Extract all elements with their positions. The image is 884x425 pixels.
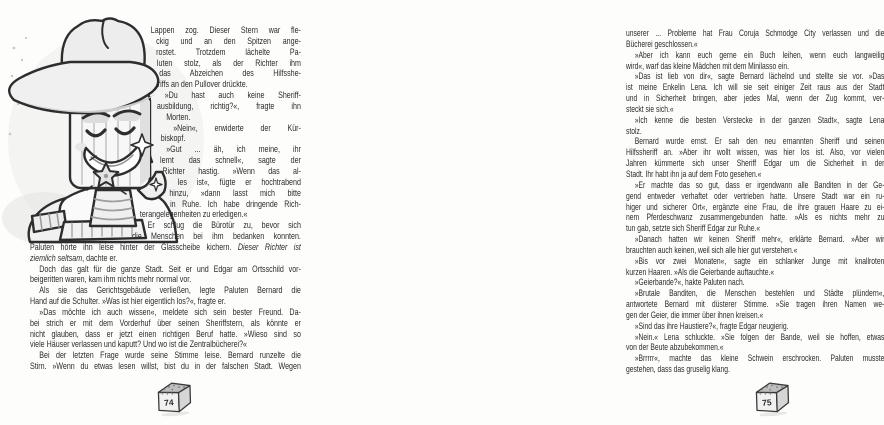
text-line: Er schlug die Bürotür zu, bevor sich — [147, 220, 301, 231]
text-line: »Das möchte ich auch wissen«, meldete sich sein bester Freund. Da- — [39, 306, 301, 317]
text-line: Bücherei geschlossen.« — [626, 38, 698, 49]
page-number-badge-right — [750, 378, 794, 418]
text-line: bei strich er mit dem Vorderhuf über seinen Sheriffstern, als könnte er — [30, 317, 301, 328]
text-line: »Das ist lieb von dir«, sagte Bernard lächelnd und stellte sie vor. »Das — [634, 71, 884, 82]
text-line: von der Beute abzubekommen.« — [626, 342, 724, 353]
text-line: ist meine Enkelin Lena. Ich will sie seit einiger Zeit raus aus der Stadt — [626, 82, 884, 93]
text-line: kurzen Haaren. »Als die Geierbande auftauchte.« — [626, 266, 775, 277]
text-line: unserer ... Probleme hat Frau Coruja Schmodge City verlassen und die — [626, 28, 884, 38]
text-line: nem Pferdeschwanz zusammengebunden hatte. »Als es nichts mehr zu — [626, 212, 884, 223]
text-line: Bei der letzten Frage wurde seine Stimme leise. Bernard runzelte die — [39, 350, 301, 361]
left-page-text — [30, 25, 301, 372]
text-line: »Brrrrr«, machte das kleine Schwein erschrocken. Paluten musste — [634, 353, 884, 364]
text-line: Bernard wurde ernst. Er sah den neu ernannten Sheriff und seinen — [634, 136, 884, 147]
text-line: beigeritten waren, kam ihm nichts mehr normal vor. — [30, 274, 192, 285]
text-line: gen der Geier, die immer über ihnen kreisen.« — [626, 309, 764, 320]
text-line: Stirn. »Wenn du etwas lesen willst, bist du in der falschen Stadt. Wegen — [30, 361, 301, 372]
text-line: luten stolz, als der Richter ihm — [156, 57, 301, 68]
text-line: »Bis vor zwei Monaten«, sagte ein schlanker Junge mit knallroten — [634, 255, 884, 266]
text-line: wird«, warf das kleine Mädchen mit dem Minilasso ein. — [626, 60, 790, 71]
text-line: les ist«, fügte er hochtrabend — [177, 176, 301, 187]
text-line: das Abzeichen des Hilfsshe- — [159, 68, 301, 79]
text-line: und in Sicherheit bringen, aber jedes Mal, wenn der Zug kommt, ver- — [626, 93, 884, 104]
text-line: gestehen, dass das gruselig klang. — [626, 364, 730, 375]
text-line: »Gut ... äh, ich meine, ihr — [166, 144, 301, 155]
text-line: riffs an den Pullover drückte. — [157, 79, 248, 90]
text-line: Hilfssheriff an. »Aber ihr wollt wissen, was hier los ist. Also, vor vielen — [626, 147, 884, 158]
text-line: ckig und an den Spitzen ange- — [156, 35, 301, 46]
page-number-badge-left — [152, 378, 196, 418]
text-line: »Du hast auch keine Sheriff- — [164, 90, 301, 101]
text-line: brauchten auch keinen, weil sich alle hier gut verstehen.« — [626, 244, 798, 255]
text-line: Lappen zog. Dieser Stern war fle- — [150, 25, 301, 35]
text-line: in Ruhe. Ich habe dringende Rich- — [170, 198, 301, 209]
text-line: rostet. Trotzdem lächelte Pa- — [156, 46, 301, 57]
text-line: die Menschen bei ihm bedanken konnten. — [132, 231, 301, 242]
page-left — [0, 0, 300, 425]
text-line: higer und sicherer Ort«, ergänzte eine Frau, die ihre grauen Haare zu ei- — [626, 201, 884, 212]
text-line: »Geierbande?«, hakte Paluten nach. — [634, 277, 745, 288]
text-line: »Ich kenne die besten Verstecke in der ganzen Stadt«, sagte Lena — [634, 114, 884, 125]
text-line: »Nein.« Lena schluckte. »Sie folgen der Bande, weil sie hoffen, etwas — [634, 331, 884, 342]
text-line: tun gab, setzte sich Sheriff Edgar zur Ruhe.« — [626, 223, 761, 234]
text-line: hinzu, »dann lasst mich bitte — [169, 187, 301, 198]
text-line: lernt das schnell«, sagte der — [160, 155, 301, 166]
page-right — [300, 0, 884, 425]
text-line: stolz. — [626, 125, 642, 136]
text-line: Doch das galt für die ganze Stadt. Seit er und Edgar am Ortsschild vor- — [39, 263, 301, 274]
text-line: antwortete Bernard mit düsterer Stimme. »Sie tragen ihren Namen we- — [626, 299, 884, 310]
text-line: Stadt. Ihr habt ihn ja auf dem Foto gesehen.« — [626, 168, 762, 179]
text-line: Hand auf die Schulter. »Was ist hier eigentlich los?«, fragte er. — [30, 296, 226, 307]
text-line: »Brutale Banditen, die Menschen bestehlen und Städte plündern«, — [634, 288, 884, 299]
text-line: Morten. — [166, 111, 191, 122]
text-line: »Danach hatten wir keinen Sheriff mehr«, erklärte Bernard. »Aber wir — [634, 234, 884, 245]
text-line: »Sind das ihre Haustiere?«, fragte Edgar neugierig. — [634, 320, 789, 331]
text-line: steckt sie sich.« — [626, 103, 674, 114]
text-line: biskopf. — [160, 133, 186, 144]
text-line: viele Häuser verlassen und kaputt? Und wo ist die Zentralbücherei?« — [30, 339, 248, 350]
page-number: 75 — [761, 397, 773, 408]
text-line: Richter hastig. »Wenn das al- — [162, 165, 301, 176]
text-line: »Er machte das so gut, dass er irgendwann alle Banditen in der Ge- — [634, 179, 884, 190]
page-number: 74 — [163, 397, 175, 408]
text-line: nicht glauben, dass er jetzt einen richtigen Beruf hatte. »Wieso sind so — [30, 328, 301, 339]
text-line: terangelegenheiten zu erledigen.« — [139, 209, 248, 220]
text-line: ziemlich seltsam, dachte er. — [30, 252, 118, 263]
text-line: »Nein«, erwiderte der Kür- — [173, 122, 301, 133]
right-page-text — [626, 28, 884, 375]
text-line: Jahren kümmerte sich unser Sheriff Edgar um die Sicherheit in der — [626, 158, 884, 169]
text-line: »Aber ich kann euch gerne ein Buch leihen, wenn euch langweilig — [634, 49, 884, 60]
text-line: Als sie das Gerichtsgebäude verließen, legte Paluten Bernard die — [39, 285, 301, 296]
text-line: gend entweder verhaftet oder vertrieben hatte. Unsere Stadt war ein ru- — [626, 190, 884, 201]
text-line: ausbildung, richtig?«, fragte ihn — [156, 100, 301, 111]
text-line: Paluten hörte ihn leise hinter der Glasscheibe kichern. Dieser Richter ist — [30, 241, 301, 252]
